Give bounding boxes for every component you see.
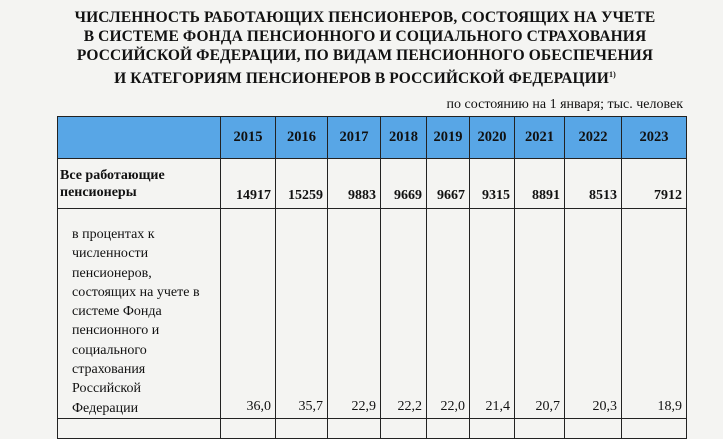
row-label-line: Федерации [72, 400, 139, 416]
table-cell: 20,7 [515, 209, 565, 419]
row-label-line: пенсионного и [72, 323, 160, 339]
row-label-percent [58, 209, 221, 419]
table-cell: 22,0 [427, 209, 470, 419]
table-cell: 21,4 [470, 209, 515, 419]
row-label-line: системе Фонда [72, 304, 162, 320]
table-cell [622, 418, 687, 438]
header-year: 2019 [427, 117, 470, 159]
row-label-line: численности [72, 246, 149, 262]
table-cell: 8513 [565, 159, 622, 209]
title-line-4-text: И КАТЕГОРИЯМ ПЕНСИОНЕРОВ В РОССИЙСКОЙ ФЕДЕРАЦИИ [114, 70, 609, 87]
header-year: 2020 [470, 117, 515, 159]
table-cell: 9669 [381, 159, 427, 209]
table-cell: 18,9 [622, 209, 687, 419]
table-cell: 7912 [622, 159, 687, 209]
row-label-line: пенсионеры [60, 184, 137, 200]
table-cell [58, 418, 221, 438]
title-line-1: ЧИСЛЕННОСТЬ РАБОТАЮЩИХ ПЕНСИОНЕРОВ, СОСТОЯЩИХ НА УЧЕТЕ [74, 9, 656, 26]
header-year: 2017 [328, 117, 381, 159]
row-label-all-pensioners [58, 159, 221, 209]
header-year: 2021 [515, 117, 565, 159]
table-cell [328, 418, 381, 438]
row-label-line: состоящих на учете в [72, 284, 200, 300]
table-cell [515, 418, 565, 438]
table-row-cut-off [58, 418, 687, 438]
header-year: 2015 [221, 117, 276, 159]
header-year: 2016 [276, 117, 328, 159]
table-cell: 35,7 [276, 209, 328, 419]
title-line-3: РОССИЙСКОЙ ФЕДЕРАЦИИ, ПО ВИДАМ ПЕНСИОННОГО ОБЕСПЕЧЕНИЯ [76, 47, 654, 64]
pensioners-table [57, 116, 687, 439]
table-row [58, 209, 687, 419]
table-cell [565, 418, 622, 438]
row-label-line: страхования [72, 362, 146, 378]
row-label-line: пенсионеров, [72, 265, 152, 281]
table-cell: 36,0 [221, 209, 276, 419]
table-cell: 9667 [427, 159, 470, 209]
table-cell: 22,9 [328, 209, 381, 419]
header-year: 2022 [565, 117, 622, 159]
table-cell [381, 418, 427, 438]
table-cell: 20,3 [565, 209, 622, 419]
row-label-line: Все работающие [60, 167, 165, 183]
title-line-4 [40, 65, 690, 88]
table-cell [427, 418, 470, 438]
row-label-line: социального [72, 342, 147, 358]
header-empty-cell [58, 117, 221, 159]
row-label-line: Российской [72, 381, 141, 397]
table-cell: 15259 [276, 159, 328, 209]
page-title [40, 8, 690, 88]
table-cell: 9883 [328, 159, 381, 209]
table-header-row [58, 117, 687, 159]
header-year: 2018 [381, 117, 427, 159]
header-year: 2023 [622, 117, 687, 159]
table-cell: 9315 [470, 159, 515, 209]
table-units-note: по состоянию на 1 января; тыс. человек [446, 97, 683, 112]
table-cell [276, 418, 328, 438]
table-row [58, 159, 687, 209]
title-line-2: В СИСТЕМЕ ФОНДА ПЕНСИОННОГО И СОЦИАЛЬНОГО СТРАХОВАНИЯ [83, 28, 647, 45]
table-cell [221, 418, 276, 438]
table-cell [470, 418, 515, 438]
row-label-line: в процентах к [72, 227, 155, 242]
table-cell: 14917 [221, 159, 276, 209]
footnote-mark: 1) [608, 70, 616, 79]
table-cell: 8891 [515, 159, 565, 209]
table-cell: 22,2 [381, 209, 427, 419]
